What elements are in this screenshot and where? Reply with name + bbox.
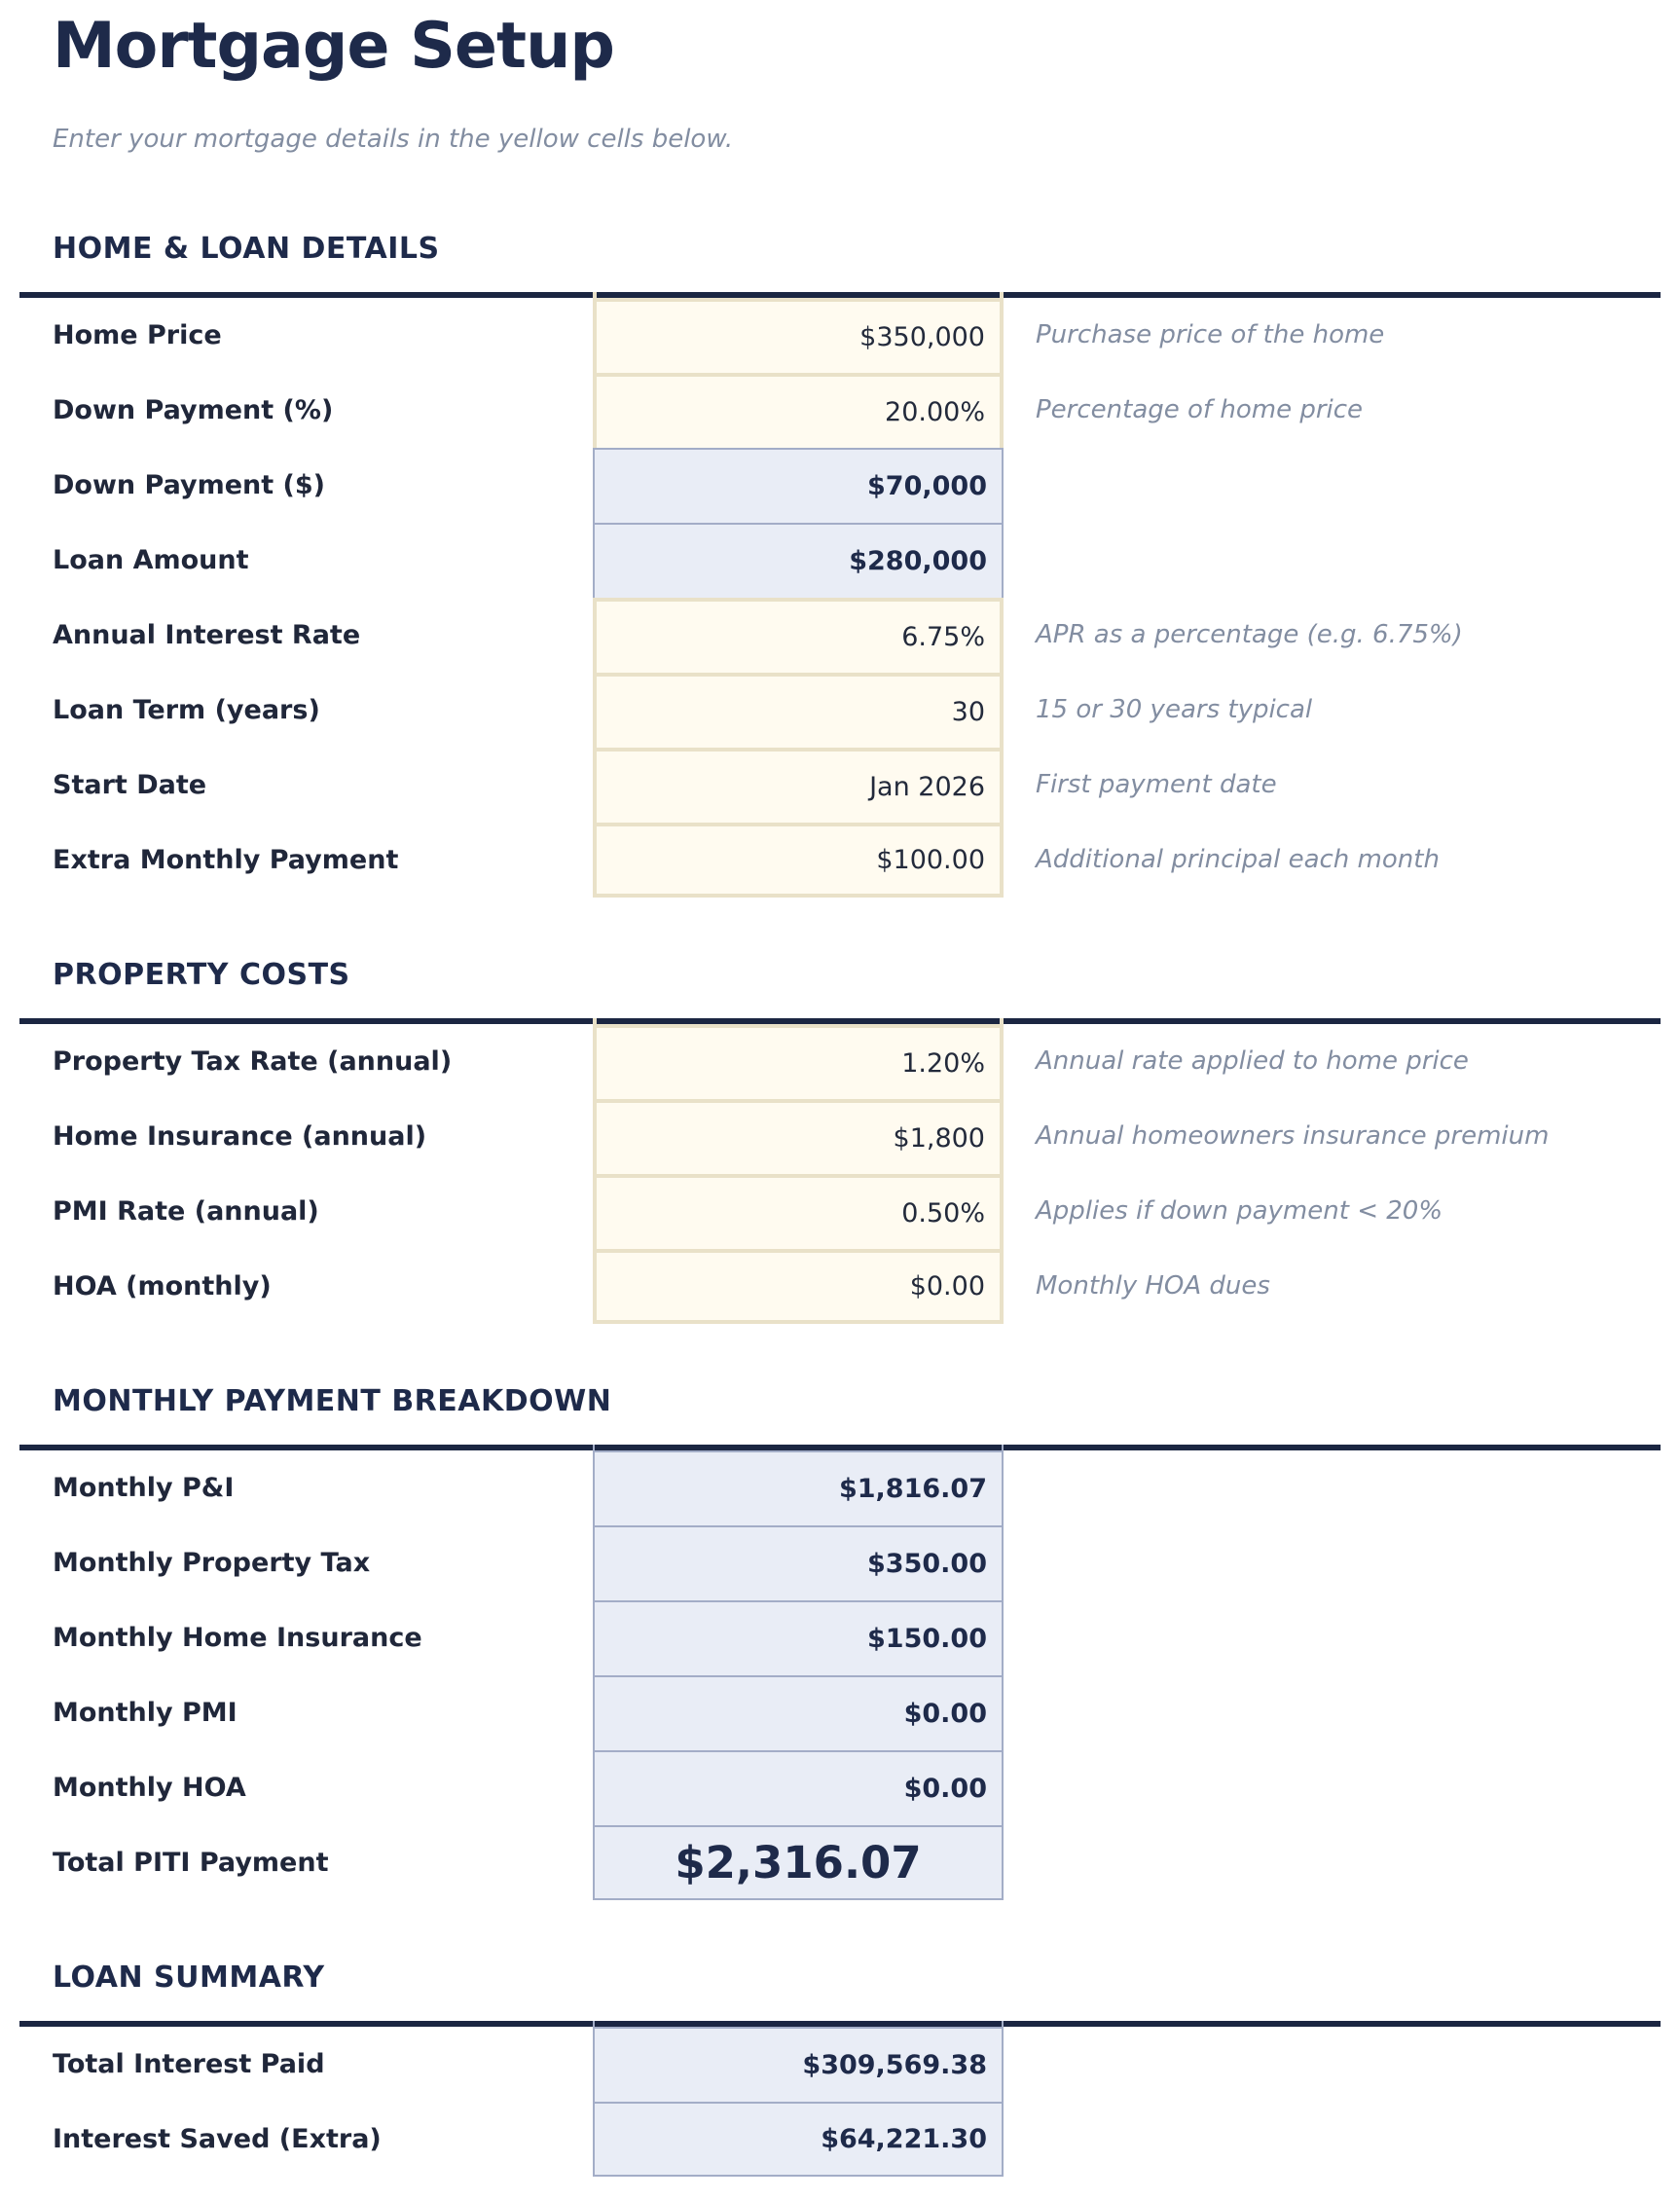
table-row	[19, 1825, 1661, 1900]
section-table	[19, 1018, 1661, 1324]
row-label: Monthly Property Tax	[53, 1547, 371, 1578]
input-cell[interactable]: 30	[593, 673, 1004, 748]
row-note: Applies if down payment < 20%	[1036, 1196, 1443, 1226]
table-row	[19, 748, 1661, 823]
sheet-section	[19, 232, 1661, 898]
section-table	[19, 1445, 1661, 1900]
table-row	[19, 823, 1661, 898]
section-table	[19, 292, 1661, 898]
row-note: Annual homeowners insurance premium	[1036, 1121, 1550, 1151]
page-subtitle: Enter your mortgage details in the yellow cells below.	[53, 124, 734, 154]
row-note: 15 or 30 years typical	[1036, 695, 1313, 724]
row-note	[1004, 1525, 1661, 1600]
table-row	[19, 448, 1661, 523]
value-cell: $150.00	[593, 1600, 1004, 1675]
table-row	[19, 1450, 1661, 1525]
input-cell[interactable]: 20.00%	[593, 373, 1004, 448]
row-note: APR as a percentage (e.g. 6.75%)	[1036, 620, 1463, 649]
table-row	[19, 1099, 1661, 1174]
row-note	[1004, 1450, 1661, 1525]
value-cell: $2,316.07	[593, 1825, 1004, 1900]
table-row	[19, 2027, 1661, 2102]
sheet-section	[19, 1961, 1661, 2177]
sheet-section	[19, 1384, 1661, 1900]
input-cell[interactable]: 0.50%	[593, 1174, 1004, 1249]
section-heading: LOAN SUMMARY	[53, 1960, 325, 1995]
row-note	[1004, 2102, 1661, 2177]
row-label: Interest Saved (Extra)	[53, 2123, 382, 2154]
row-label: Loan Term (years)	[53, 694, 320, 725]
input-cell[interactable]: Jan 2026	[593, 748, 1004, 823]
row-label: Down Payment (%)	[53, 394, 334, 425]
value-cell: $280,000	[593, 523, 1004, 598]
row-label: Loan Amount	[53, 544, 249, 575]
page-title: Mortgage Setup	[53, 10, 614, 83]
row-label: Home Price	[53, 319, 222, 350]
value-cell: $309,569.38	[593, 2027, 1004, 2102]
row-label: Monthly PMI	[53, 1697, 237, 1728]
section-heading: HOME & LOAN DETAILS	[53, 231, 440, 266]
row-label: Total Interest Paid	[53, 2048, 325, 2079]
row-label: PMI Rate (annual)	[53, 1195, 319, 1227]
mortgage-sheet	[19, 232, 1661, 2177]
row-note	[1004, 448, 1661, 523]
row-label: Monthly P&I	[53, 1472, 235, 1503]
row-note: First payment date	[1036, 770, 1277, 799]
table-row	[19, 673, 1661, 748]
section-heading: PROPERTY COSTS	[53, 957, 350, 992]
table-row	[19, 1675, 1661, 1750]
row-note: Monthly HOA dues	[1036, 1271, 1270, 1301]
row-note: Additional principal each month	[1036, 845, 1440, 874]
row-label: HOA (monthly)	[53, 1270, 272, 1302]
section-table	[19, 2021, 1661, 2177]
table-row	[19, 1525, 1661, 1600]
input-cell[interactable]: 6.75%	[593, 598, 1004, 673]
row-note	[1004, 1825, 1661, 1900]
row-note: Purchase price of the home	[1036, 320, 1385, 349]
row-label: Extra Monthly Payment	[53, 844, 399, 875]
row-label: Total PITI Payment	[53, 1847, 329, 1878]
input-cell[interactable]: $100.00	[593, 823, 1004, 898]
table-row	[19, 1174, 1661, 1249]
value-cell: $1,816.07	[593, 1450, 1004, 1525]
value-cell: $0.00	[593, 1675, 1004, 1750]
row-note	[1004, 1750, 1661, 1825]
table-row	[19, 298, 1661, 373]
row-label: Down Payment ($)	[53, 469, 326, 500]
input-cell[interactable]: $0.00	[593, 1249, 1004, 1324]
row-label: Property Tax Rate (annual)	[53, 1045, 453, 1077]
row-note: Percentage of home price	[1036, 395, 1364, 424]
table-row	[19, 2102, 1661, 2177]
table-row	[19, 523, 1661, 598]
table-row	[19, 1024, 1661, 1099]
value-cell: $64,221.30	[593, 2102, 1004, 2177]
value-cell: $0.00	[593, 1750, 1004, 1825]
input-cell[interactable]: $1,800	[593, 1099, 1004, 1174]
table-row	[19, 1750, 1661, 1825]
page	[0, 12, 1680, 2200]
row-note: Annual rate applied to home price	[1036, 1046, 1469, 1076]
value-cell: $350.00	[593, 1525, 1004, 1600]
row-label: Start Date	[53, 769, 207, 800]
value-cell: $70,000	[593, 448, 1004, 523]
input-cell[interactable]: $350,000	[593, 298, 1004, 373]
row-note	[1004, 523, 1661, 598]
row-note	[1004, 1600, 1661, 1675]
row-label: Annual Interest Rate	[53, 619, 361, 650]
table-row	[19, 598, 1661, 673]
sheet-section	[19, 958, 1661, 1324]
input-cell[interactable]: 1.20%	[593, 1024, 1004, 1099]
table-row	[19, 1600, 1661, 1675]
row-label: Monthly HOA	[53, 1772, 246, 1803]
section-heading: MONTHLY PAYMENT BREAKDOWN	[53, 1383, 612, 1418]
table-row	[19, 373, 1661, 448]
row-note	[1004, 2027, 1661, 2102]
row-note	[1004, 1675, 1661, 1750]
row-label: Home Insurance (annual)	[53, 1120, 427, 1152]
row-label: Monthly Home Insurance	[53, 1622, 422, 1653]
table-row	[19, 1249, 1661, 1324]
